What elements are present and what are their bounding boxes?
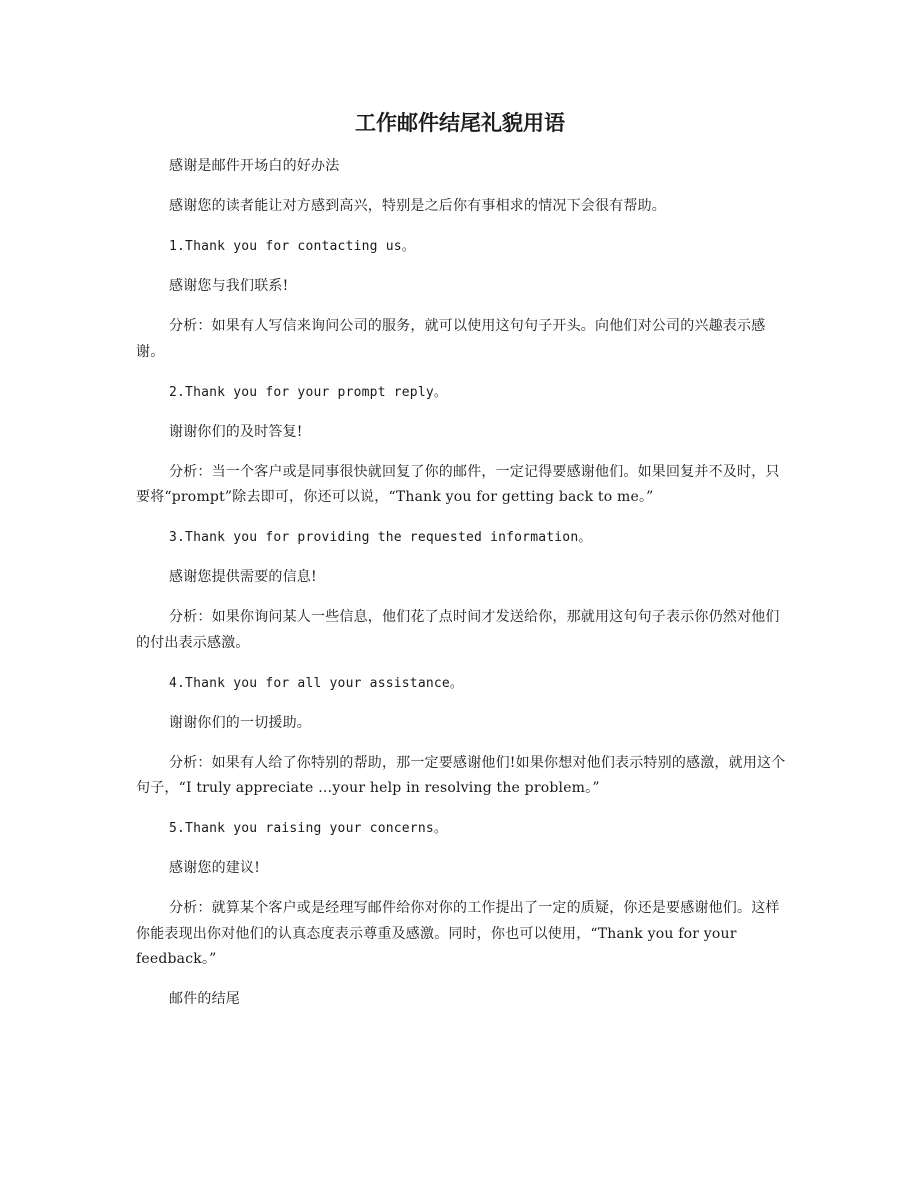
phrase-5-analysis: 分析：就算某个客户或是经理写邮件给你对你的工作提出了一定的质疑，你还是要感谢他们。这样你能表现出你对他们的认真态度表示尊重及感激。同时，你也可以使用，“Thank you for your feedback。” [136,900,780,967]
phrase-3-analysis: 分析：如果你询问某人一些信息，他们花了点时间才发送给你，那就用这句句子表示你仍然对他们的付出表示感激。 [136,609,780,651]
phrase-2: 2.Thank you for your prompt reply。 [169,384,448,400]
phrase-3-translation: 感谢您提供需要的信息! [169,569,317,585]
phrase-4-analysis: 分析：如果有人给了你特别的帮助，那一定要感谢他们!如果你想对他们表示特别的感激，就用这个句子，“I truly appreciate …your help in resolving the problem。” [136,754,786,796]
section-heading-closing: 邮件的结尾 [169,991,240,1007]
document-title: 工作邮件结尾礼貌用语 [355,111,565,135]
phrase-5: 5.Thank you raising your concerns。 [169,821,448,836]
phrase-1-translation: 感谢您与我们联系! [169,278,289,294]
phrase-2-translation: 谢谢你们的及时答复! [169,423,303,440]
phrase-4: 4.Thank you for all your assistance。 [169,675,464,691]
phrase-2-analysis: 分析：当一个客户或是同事很快就回复了你的邮件，一定记得要感谢他们。如果回复并不及时，只要将“prompt”除去即可，你还可以说，“Thank you for getting back to me。” [136,463,780,505]
phrase-1-analysis: 分析：如果有人写信来询问公司的服务，就可以使用这句句子开头。向他们对公司的兴趣表示感谢。 [136,318,766,360]
paragraph-intro-heading: 感谢是邮件开场白的好办法 [169,158,340,174]
document-body [136,154,788,1027]
paragraph-intro-text: 感谢您的读者能让对方感到高兴，特别是之后你有事相求的情况下会很有帮助。 [169,198,666,214]
phrase-1: 1.Thank you for contacting us。 [169,239,415,254]
phrase-4-translation: 谢谢你们的一切援助。 [169,714,311,731]
phrase-3: 3.Thank you for providing the requested information。 [169,530,592,545]
phrase-5-translation: 感谢您的建议! [169,860,261,876]
